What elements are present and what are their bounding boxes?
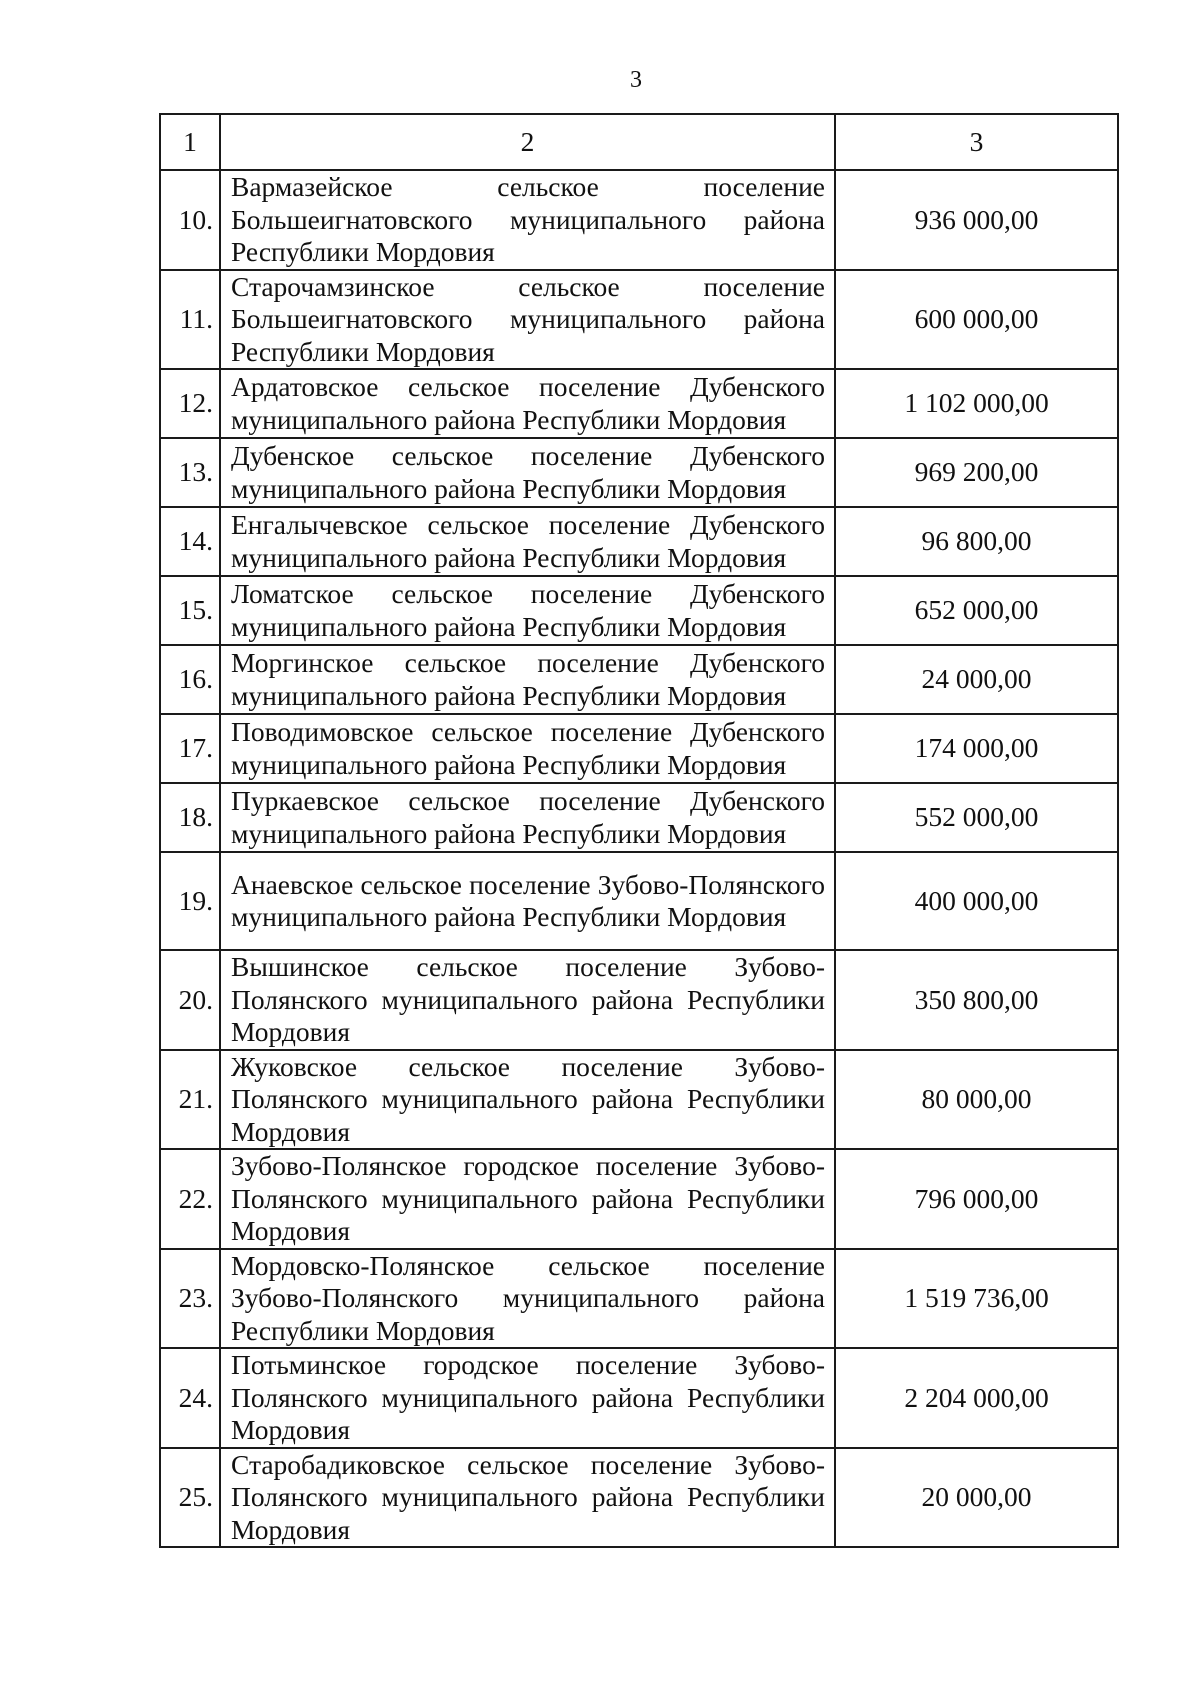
table-row (160, 950, 1118, 1050)
amount: 350 800,00 (835, 950, 1118, 1050)
row-number: 21. (160, 1050, 220, 1150)
amount: 174 000,00 (835, 714, 1118, 783)
amount: 20 000,00 (835, 1448, 1118, 1548)
table-row (160, 369, 1118, 438)
amount: 552 000,00 (835, 783, 1118, 852)
row-number: 12. (160, 369, 220, 438)
settlement-name: Мордовско-Полянское сельское поселение Зубово-Полянского муниципального района Республики Мордовия (220, 1249, 835, 1349)
settlement-name: Старочамзинское сельское поселение Большеигнатовского муниципального района Республики Мордовия (220, 270, 835, 370)
settlement-name: Анаевское сельское поселение Зубово-Полянского муниципального района Республики Мордовия (220, 852, 835, 950)
table-row (160, 270, 1118, 370)
table-row (160, 1149, 1118, 1249)
settlement-name: Зубово-Полянское городское поселение Зубово-Полянского муниципального района Республики Мордовия (220, 1149, 835, 1249)
table-row (160, 576, 1118, 645)
header-col-1: 1 (160, 114, 220, 170)
amount: 96 800,00 (835, 507, 1118, 576)
settlement-name: Дубенское сельское поселение Дубенского муниципального района Республики Мордовия (220, 438, 835, 507)
settlement-name: Моргинское сельское поселение Дубенского муниципального района Республики Мордовия (220, 645, 835, 714)
row-number: 16. (160, 645, 220, 714)
table-header-row (160, 114, 1118, 170)
settlement-name: Старобадиковское сельское поселение Зубово-Полянского муниципального района Республики Мордовия (220, 1448, 835, 1548)
row-number: 25. (160, 1448, 220, 1548)
settlement-name: Ломатское сельское поселение Дубенского муниципального района Республики Мордовия (220, 576, 835, 645)
settlement-name: Вышинское сельское поселение Зубово-Полянского муниципального района Республики Мордовия (220, 950, 835, 1050)
amount: 2 204 000,00 (835, 1348, 1118, 1448)
amount: 600 000,00 (835, 270, 1118, 370)
amount: 1 519 736,00 (835, 1249, 1118, 1349)
row-number: 18. (160, 783, 220, 852)
settlement-name: Ардатовское сельское поселение Дубенского муниципального района Республики Мордовия (220, 369, 835, 438)
settlement-name: Вармазейское сельское поселение Большеигнатовского муниципального района Республики Мордовия (220, 170, 835, 270)
amount: 652 000,00 (835, 576, 1118, 645)
amount: 796 000,00 (835, 1149, 1118, 1249)
settlement-name: Енгалычевское сельское поселение Дубенского муниципального района Республики Мордовия (220, 507, 835, 576)
amount: 1 102 000,00 (835, 369, 1118, 438)
table-row (160, 1448, 1118, 1548)
row-number: 22. (160, 1149, 220, 1249)
amount: 24 000,00 (835, 645, 1118, 714)
header-col-2: 2 (220, 114, 835, 170)
settlement-name: Жуковское сельское поселение Зубово-Полянского муниципального района Республики Мордовия (220, 1050, 835, 1150)
amount: 400 000,00 (835, 852, 1118, 950)
row-number: 13. (160, 438, 220, 507)
table-row (160, 438, 1118, 507)
table-row (160, 852, 1118, 950)
row-number: 17. (160, 714, 220, 783)
settlement-name: Потьминское городское поселение Зубово-Полянского муниципального района Республики Мордовия (220, 1348, 835, 1448)
table-row (160, 1050, 1118, 1150)
table-row (160, 714, 1118, 783)
table-row (160, 170, 1118, 270)
row-number: 11. (160, 270, 220, 370)
row-number: 24. (160, 1348, 220, 1448)
row-number: 19. (160, 852, 220, 950)
row-number: 14. (160, 507, 220, 576)
row-number: 15. (160, 576, 220, 645)
page-number: 3 (630, 67, 642, 93)
table-row (160, 783, 1118, 852)
amount: 80 000,00 (835, 1050, 1118, 1150)
amount: 936 000,00 (835, 170, 1118, 270)
table-row (160, 507, 1118, 576)
allocation-table (159, 113, 1119, 1548)
row-number: 20. (160, 950, 220, 1050)
header-col-3: 3 (835, 114, 1118, 170)
table-row (160, 1249, 1118, 1349)
settlement-name: Пуркаевское сельское поселение Дубенского муниципального района Республики Мордовия (220, 783, 835, 852)
row-number: 23. (160, 1249, 220, 1349)
table-row (160, 645, 1118, 714)
amount: 969 200,00 (835, 438, 1118, 507)
table-row (160, 1348, 1118, 1448)
settlement-name: Поводимовское сельское поселение Дубенского муниципального района Республики Мордовия (220, 714, 835, 783)
row-number: 10. (160, 170, 220, 270)
